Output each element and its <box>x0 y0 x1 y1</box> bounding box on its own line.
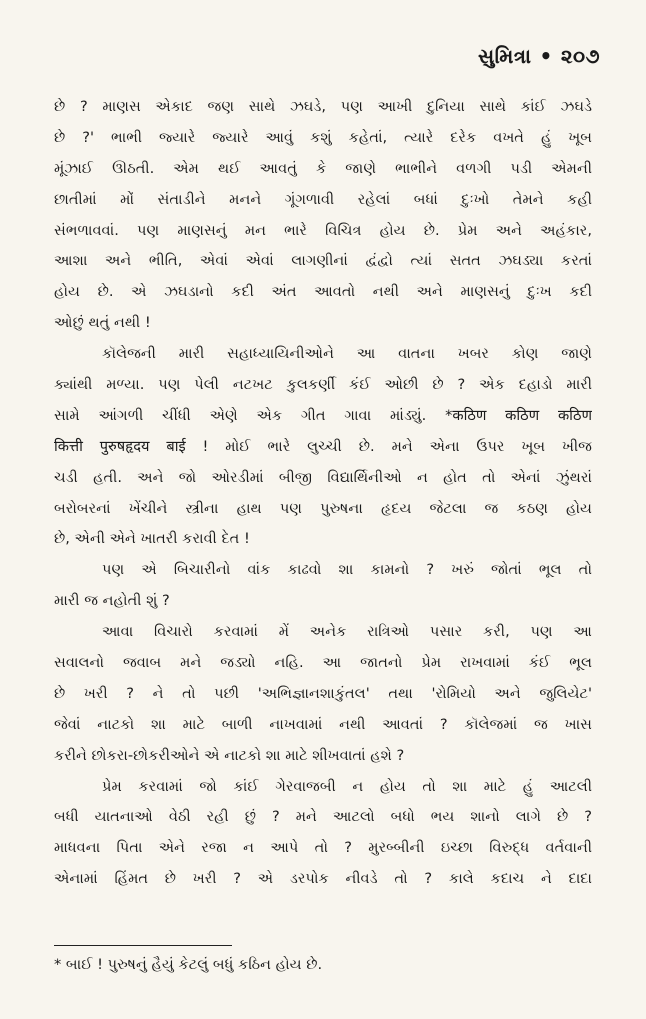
text-line: બધી યાતનાઓ વેઠી રહી છું ? મને આટલો બધો ભય શાનો લાગે છે ? <box>54 808 592 826</box>
body-text <box>54 92 592 895</box>
text-line: ક્યાંથી મળ્યા. પણ પેલી નટખટ કુલકર્ણી કંઈ ઓછી છે ? એક દહાડો મારી <box>54 376 592 394</box>
text-line: પ્રેમ કરવામાં જો કાંઈ ગેરવાજબી ન હોય તો શા માટે હું આટલી <box>102 777 592 795</box>
text-line: છે ખરી ? ને તો પછી 'અભિજ્ઞાનશાકુંતલ' તથા 'રોમિયો અને જુલિયેટ' <box>54 684 592 702</box>
text-line: છે ?' ભાભી જ્યારે જ્યારે આવું કશું કહેતાં, ત્યારે દરેક વખતે હું ખૂબ <box>54 128 592 146</box>
text-line: છાતીમાં મોં સંતાડીને મનને ગૂંગળાવી રહેલાં બધાં દુઃખો તેમને કહી <box>54 190 592 208</box>
text-line: ઓછું થતું નથી ! <box>54 314 151 332</box>
text-line: છે, એની એને ખાતરી કરાવી દેત ! <box>54 530 250 548</box>
text-line: મારી જ નહોતી શું ? <box>54 592 170 610</box>
footnote: * બાઈ ! પુરુષનું હૈયું કેટલું બધું કઠિન હોય છે. <box>54 956 323 973</box>
text-line: માધવના પિતા એને રજા ન આપે તો ? મુરબ્બીની ઇચ્છા વિરુદ્ધ વર્તવાની <box>54 839 592 857</box>
footnote-rule <box>54 945 232 946</box>
text-line: જેવાં નાટકો શા માટે બાળી નાખવામાં નથી આવતાં ? કૉલેજમાં જ ખાસ <box>54 715 592 733</box>
running-header <box>478 44 600 68</box>
text-line: બરોબરનાં ખેંચીને સ્ત્રીના હાથ પણ પુરુષના હૃદય જેટલા જ કઠણ હોય <box>54 499 592 517</box>
text-line: પણ એ બિચારીનો વાંક કાઢવો શા કામનો ? ખરું જોતાં ભૂલ તો <box>102 561 592 579</box>
page-number: ૨૦૭ <box>560 44 600 68</box>
text-line: મૂંઝાઈ ઊઠતી. એમ થઈ આવતું કે જાણે ભાભીને વળગી પડી એમની <box>54 159 592 177</box>
header-separator: • <box>539 44 553 68</box>
text-line: આવા વિચારો કરવામાં મેં અનેક રાત્રિઓ પસાર કરી, પણ આ <box>102 623 592 641</box>
text-line: સવાલનો જવાબ મને જડ્યો નહિ. આ જાતનો પ્રેમ રાખવામાં કંઈ ભૂલ <box>54 654 592 672</box>
text-line: ચડી હતી. અને જો ઓરડીમાં બીજી વિદ્યાર્થિનીઓ ન હોત તો એનાં ઝુંથરાં <box>54 468 592 486</box>
book-title: સુમિત્રા <box>477 44 532 68</box>
text-line: कित्ती पुरुषहृदय बाई ! મોઈ ભારે લુચ્ચી છે. મને એના ઉપર ખૂબ ખીજ <box>54 437 592 455</box>
text-line: સંભળાવવાં. પણ માણસનું મન ભારે વિચિત્ર હોય છે. પ્રેમ અને અહંકાર, <box>54 221 592 239</box>
text-line: આશા અને ભીતિ, એવાં એવાં લાગણીનાં દ્વંદ્વો ત્યાં સતત ઝઘડ્યા કરતાં <box>54 252 592 270</box>
text-line: એનામાં હિંમત છે ખરી ? એ ડરપોક નીવડે તો ? કાલે કદાચ ને દાદા <box>54 870 592 888</box>
text-line: છે ? માણસ એકાદ જણ સાથે ઝઘડે, પણ આખી દુનિયા સાથે કાંઈ ઝઘડે <box>54 98 592 115</box>
text-line: કૉલેજની મારી સહાધ્યાયિનીઓને આ વાતના ખબર કોણ જાણે <box>102 345 592 363</box>
text-line: સામે આંગળી ચીંધી એણે એક ગીત ગાવા માંડ્યું. *कठिण कठिण कठिण <box>54 406 592 424</box>
text-line: કરીને છોકરા-છોકરીઓને એ નાટકો શા માટે શીખવાતાં હશે ? <box>54 746 405 764</box>
text-line: હોય છે. એ ઝઘડાનો કદી અંત આવતો નથી અને માણસનું દુઃખ કદી <box>54 283 592 301</box>
